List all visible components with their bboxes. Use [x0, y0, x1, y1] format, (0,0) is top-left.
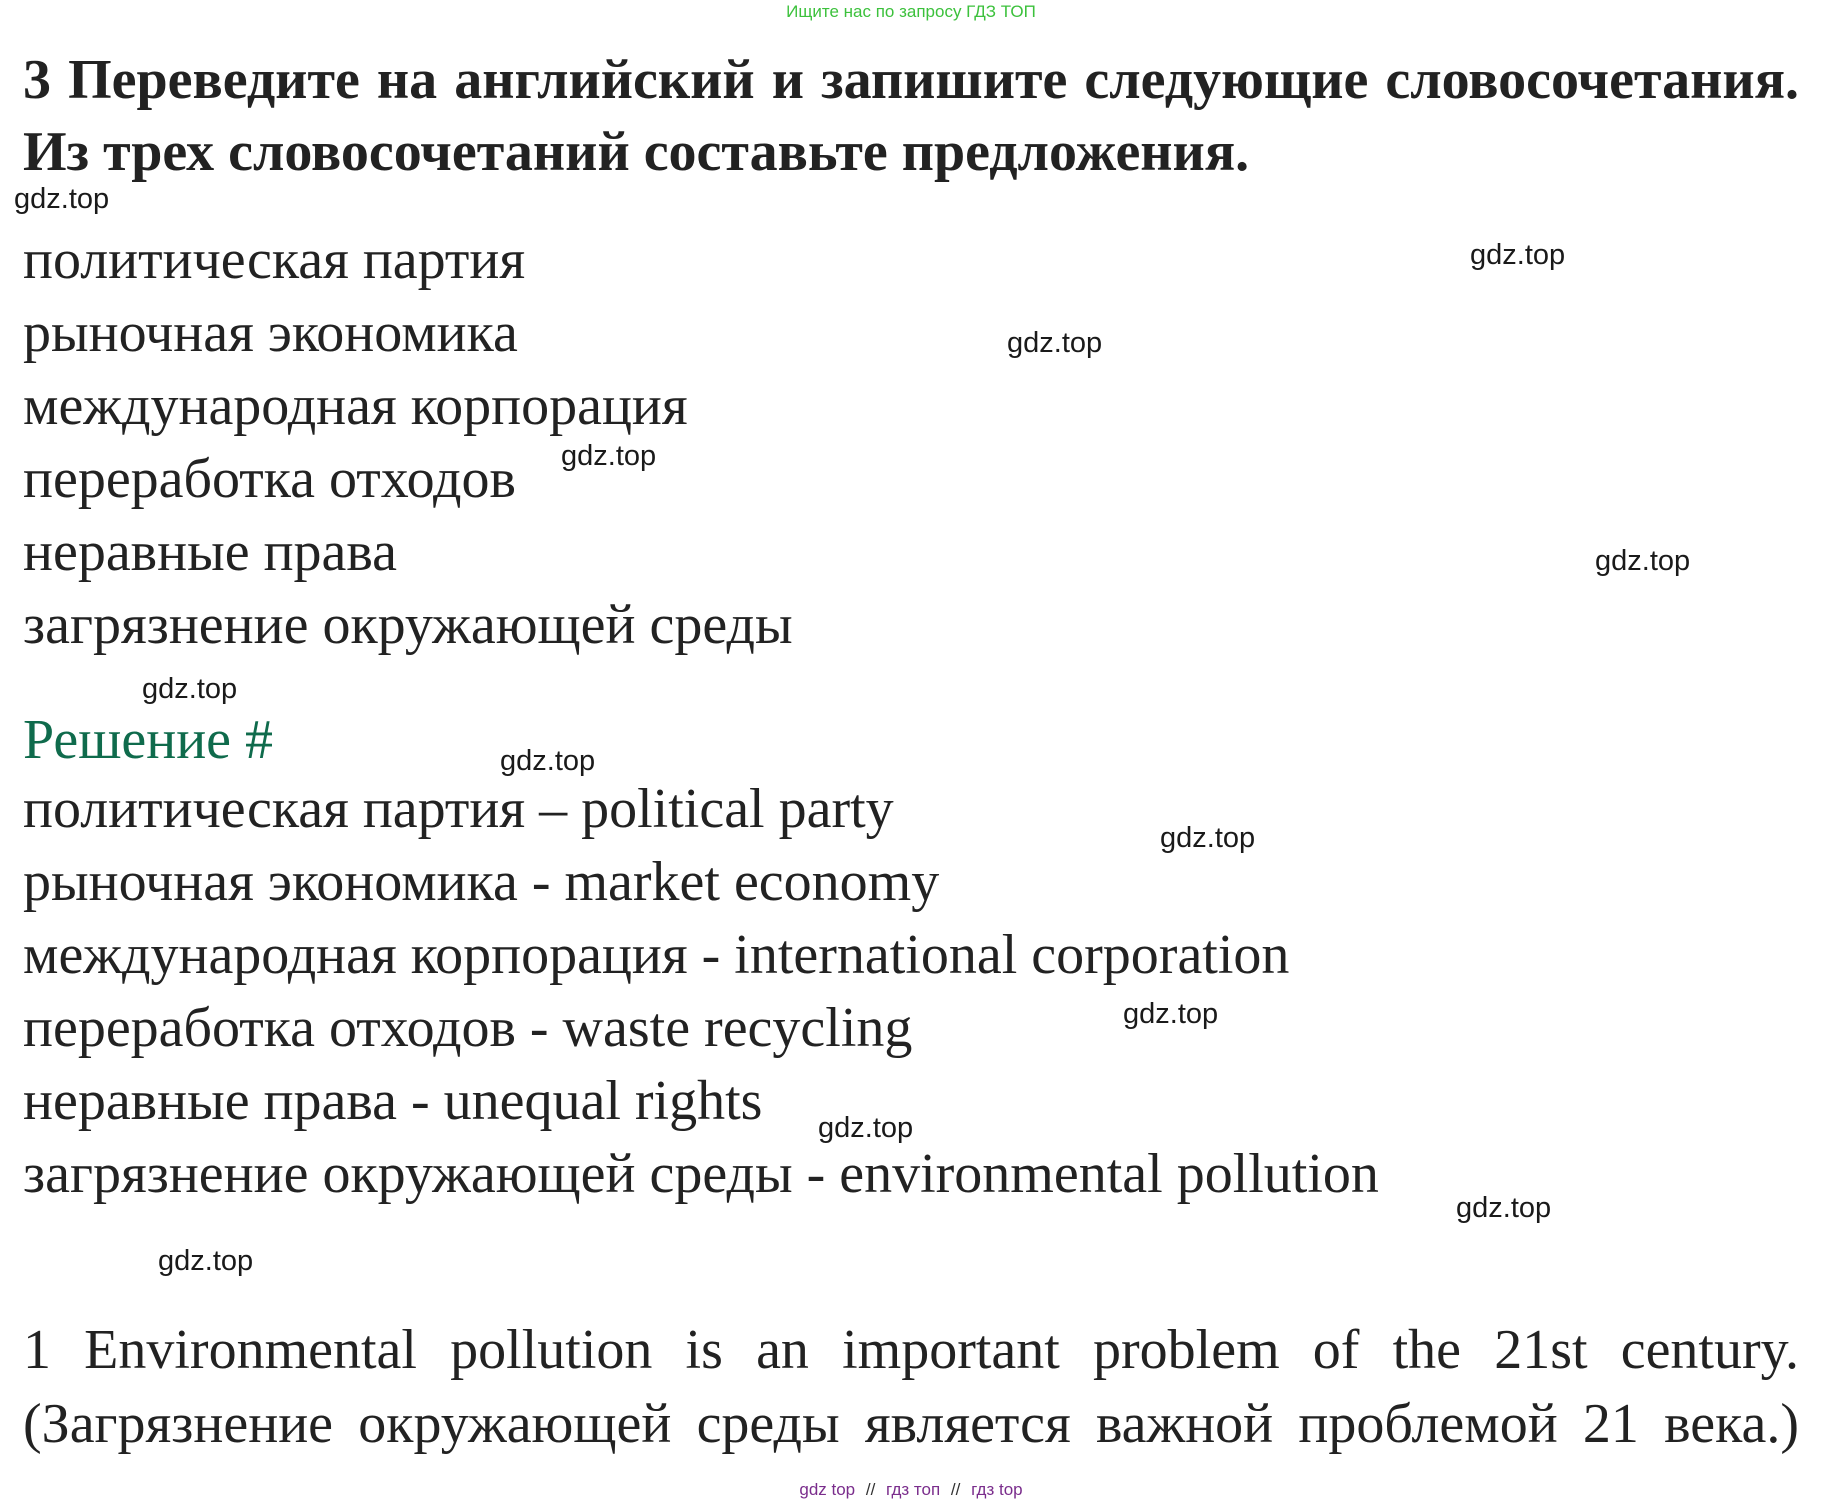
footer-separator: // [865, 1480, 876, 1499]
footer-separator: // [950, 1480, 961, 1499]
search-hint-banner: Ищите нас по запросу ГДЗ ТОП [786, 2, 1036, 21]
example-sentence [23, 1313, 1799, 1461]
phrase-item: политическая партия [23, 229, 526, 291]
watermark: gdz.top [1123, 998, 1219, 1030]
answer-item: рыночная экономика - market economy [23, 851, 940, 913]
phrase-list [23, 224, 793, 662]
answer-item: международная корпорация - international corporation [23, 924, 1290, 986]
footer-link[interactable]: gdz top [799, 1480, 856, 1499]
task-title: 3 Переведите на английский и запишите следующие словосочетания. Из трех словосочетаний составьте предложения. [23, 49, 1799, 183]
phrase-item: международная корпорация [23, 375, 688, 437]
answer-item: неравные права - unequal rights [23, 1070, 763, 1132]
watermark: gdz.top [14, 183, 110, 215]
phrase-item: неравные права [23, 521, 397, 583]
watermark: gdz.top [1007, 327, 1103, 359]
watermark: gdz.top [1160, 822, 1256, 854]
watermark: gdz.top [158, 1245, 254, 1277]
phrase-item: переработка отходов [23, 448, 516, 510]
phrase-item: загрязнение окружающей среды [23, 594, 793, 656]
watermark: gdz.top [1595, 545, 1691, 577]
watermark: gdz.top [142, 673, 238, 705]
answer-item: загрязнение окружающей среды - environmental pollution [23, 1143, 1379, 1205]
footer-link[interactable]: гдз top [971, 1480, 1023, 1499]
watermark: gdz.top [818, 1112, 914, 1144]
sentence-translation: (Загрязнение окружающей среды является важной проблемой 21 века.) [23, 1393, 1799, 1455]
sentence-english: 1 Environmental pollution is an important problem of the 21st century. [23, 1319, 1799, 1381]
solution-heading: Решение # [23, 709, 274, 771]
watermark: gdz.top [1456, 1192, 1552, 1224]
watermark: gdz.top [561, 440, 657, 472]
answer-item: политическая партия – political party [23, 778, 894, 840]
watermark: gdz.top [1470, 239, 1566, 271]
phrase-item: рыночная экономика [23, 302, 518, 364]
footer-links [0, 1480, 1822, 1500]
answer-item: переработка отходов - waste recycling [23, 997, 913, 1059]
footer-link[interactable]: гдз топ [886, 1480, 941, 1499]
watermark: gdz.top [500, 745, 596, 777]
